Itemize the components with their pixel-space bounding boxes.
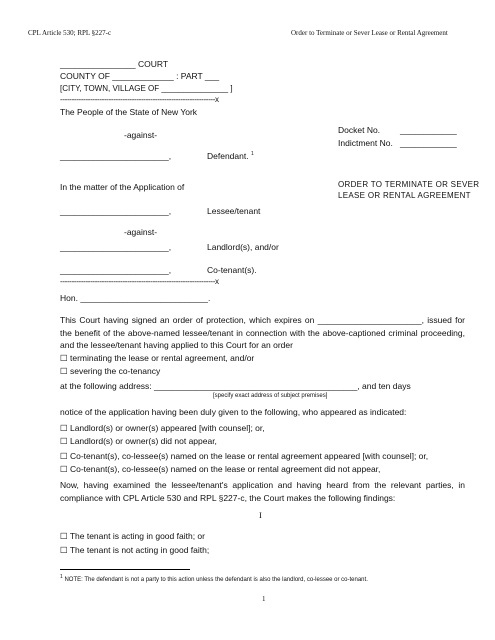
order-title-line2: LEASE OR RENTAL AGREEMENT [338, 191, 471, 200]
county-line: COUNTY OF _____________ : PART ___ [60, 71, 220, 81]
section-numeral: I [259, 510, 262, 520]
matter-line: In the matter of the Application of [60, 182, 185, 192]
option-sever-cotenancy: ☐ severing the co-tenancy [60, 366, 161, 376]
appearance-check-cotenant-appeared: ☐ Co-tenant(s), co-lessee(s) named on the lease or rental agreement appeared [with counsel]; or, [60, 451, 429, 461]
landlord-label: Landlord(s), and/or [207, 242, 279, 252]
docket-label: Docket No. [338, 125, 381, 135]
cotenant-label: Co-tenant(s). [207, 265, 257, 275]
footnote-number: 1 [60, 574, 63, 580]
caption-divider-top: -------------------------------------------------------------------x [60, 95, 219, 104]
header-citation: CPL Article 530; RPL §227-c [28, 29, 112, 37]
people-line: The People of the State of New York [60, 107, 198, 117]
lessee-label: Lessee/tenant [207, 206, 261, 216]
indictment-blank: ____________ [400, 138, 457, 148]
order-title-line1: ORDER TO TERMINATE OR SEVER [338, 180, 480, 189]
finding-not-good-faith: ☐ The tenant is not acting in good faith; [60, 545, 210, 555]
court-line: ________________ COURT [60, 59, 169, 69]
address-hint: [specify exact address of subject premises] [213, 393, 328, 399]
defendant-label: Defendant. $^1$ [207, 151, 254, 161]
docket-blank: ____________ [400, 125, 457, 135]
footnote-divider [60, 569, 190, 570]
page-number: 1 [262, 595, 266, 603]
against-label-2: -against- [124, 227, 158, 237]
footnote [60, 574, 368, 583]
footnote-text: NOTE: The defendant is not a party to this action unless the defendant is also the landlord, co-lessee or co-tenant. [64, 577, 368, 583]
city-line: [CITY, TOWN, VILLAGE OF _______________ ] [60, 84, 233, 93]
caption-divider-bottom: -------------------------------------------------------------------x [60, 277, 219, 286]
address-line: at the following address: ___________________________________________, and ten days [60, 381, 411, 391]
notice-line: notice of the application having been duly given to the following, who appeared as indicated: [60, 407, 407, 417]
against-label-1: -against- [124, 130, 158, 140]
footnote-ref: 1 [250, 151, 254, 158]
cotenant-name-blank: _______________________, [60, 265, 172, 275]
defendant-name-blank: _______________________, [60, 151, 172, 161]
opening-paragraph: This Court having signed an order of protection, which expires on ______________________, issued for the benefit of the above-named lessee/tenant in connection with the above-captioned criminal proceeding, and the lessee/tenant having applied to this Court for an order [60, 315, 465, 350]
finding-good-faith: ☐ The tenant is acting in good faith; or [60, 531, 205, 541]
indictment-label: Indictment No. [338, 138, 393, 148]
judge-line: Hon. ___________________________. [60, 293, 211, 303]
findings-paragraph: Now, having examined the lessee/tenant's application and having heard from the relevant parties, in compliance with CPL Article 530 and RPL §227-c, the Court makes the following findings: [60, 480, 465, 503]
appearance-check-cotenant-absent: ☐ Co-tenant(s), co-lessee(s) named on the lease or rental agreement did not appear, [60, 464, 381, 474]
header-form-title: Order to Terminate or Sever Lease or Rental Agreement [291, 29, 448, 37]
appearance-check-landlord-appeared: ☐ Landlord(s) or owner(s) appeared [with counsel]; or, [60, 423, 265, 433]
lessee-name-blank: _______________________, [60, 206, 172, 216]
option-terminate-lease: ☐ terminating the lease or rental agreement, and/or [60, 353, 255, 363]
appearance-check-landlord-absent: ☐ Landlord(s) or owner(s) did not appear, [60, 436, 217, 446]
landlord-name-blank: _______________________, [60, 242, 172, 252]
